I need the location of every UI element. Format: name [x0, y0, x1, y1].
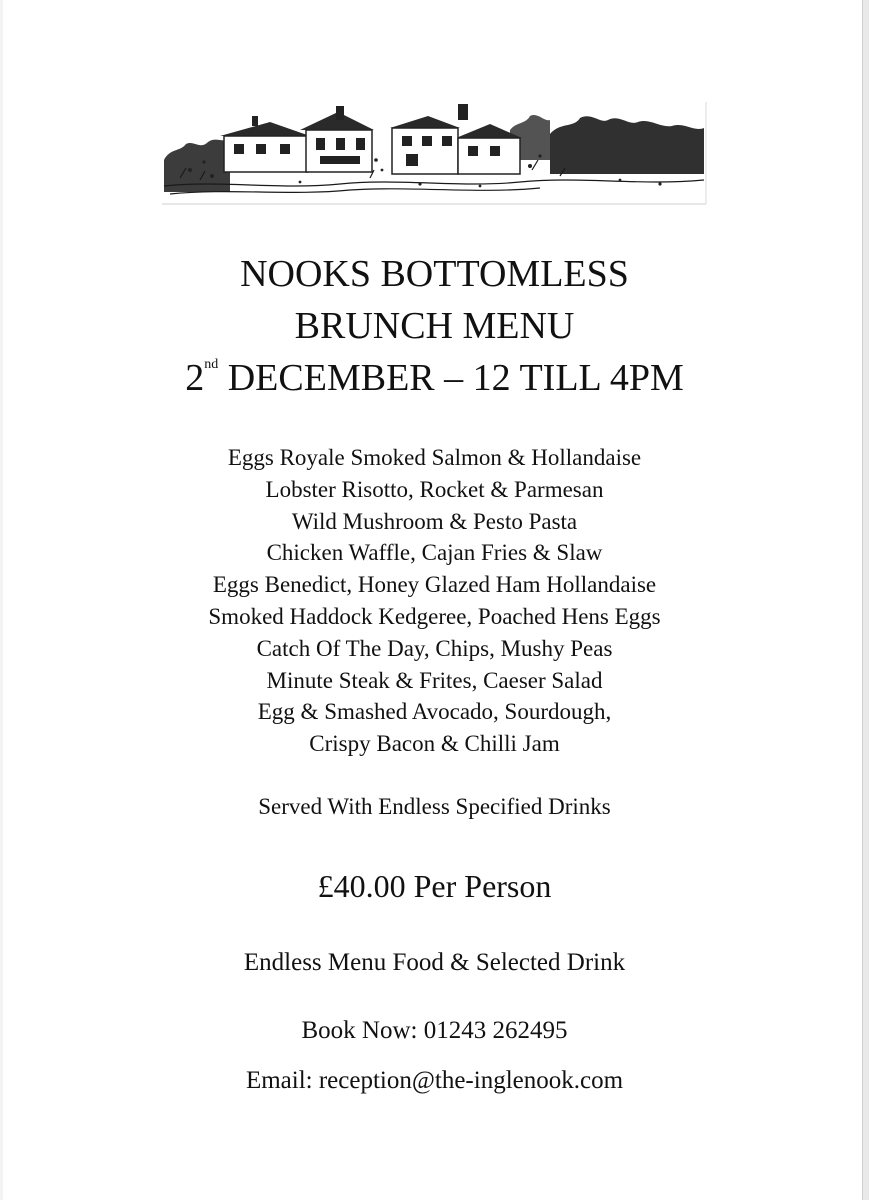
menu-item: Minute Steak & Frites, Caeser Salad — [266, 667, 603, 693]
menu-item: Smoked Haddock Kedgeree, Poached Hens Eggs — [208, 603, 661, 629]
price-per-person: £40.00 Per Person — [317, 868, 552, 904]
menu-item: Chicken Waffle, Cajan Fries & Slaw — [266, 540, 603, 566]
menu-item: Eggs Royale Smoked Salmon & Hollandaise — [227, 445, 642, 470]
menu-item: Crispy Bacon & Chilli Jam — [309, 731, 560, 757]
event-date-time: DECEMBER – 12 TILL 4PM — [218, 357, 684, 399]
menu-item: Eggs Benedict, Honey Glazed Ham Hollandaise — [212, 572, 657, 598]
served-with-note: Served With Endless Specified Drinks — [258, 794, 611, 819]
heading-line-3 — [0, 352, 869, 404]
offer-description: Endless Menu Food & Selected Drink — [243, 949, 626, 976]
menu-item: Egg & Smashed Avocado, Sourdough, — [257, 699, 612, 725]
inn-sketch-illustration — [160, 100, 708, 206]
heading-line-2: BRUNCH MENU — [294, 305, 575, 347]
heading-line-1: NOOKS BOTTOMLESS — [240, 253, 629, 295]
menu-items-list — [0, 442, 869, 760]
menu-heading — [0, 248, 869, 404]
event-day: 2 — [185, 357, 205, 399]
menu-item: Catch Of The Day, Chips, Mushy Peas — [256, 635, 613, 661]
menu-item: Wild Mushroom & Pesto Pasta — [291, 508, 578, 534]
booking-phone: Book Now: 01243 262495 — [301, 1017, 568, 1044]
booking-email: Email: reception@the-inglenook.com — [245, 1067, 624, 1094]
inn-sketch-banner — [160, 100, 708, 206]
menu-item: Lobster Risotto, Rocket & Parmesan — [265, 476, 604, 502]
event-day-suffix: nd — [204, 357, 219, 372]
